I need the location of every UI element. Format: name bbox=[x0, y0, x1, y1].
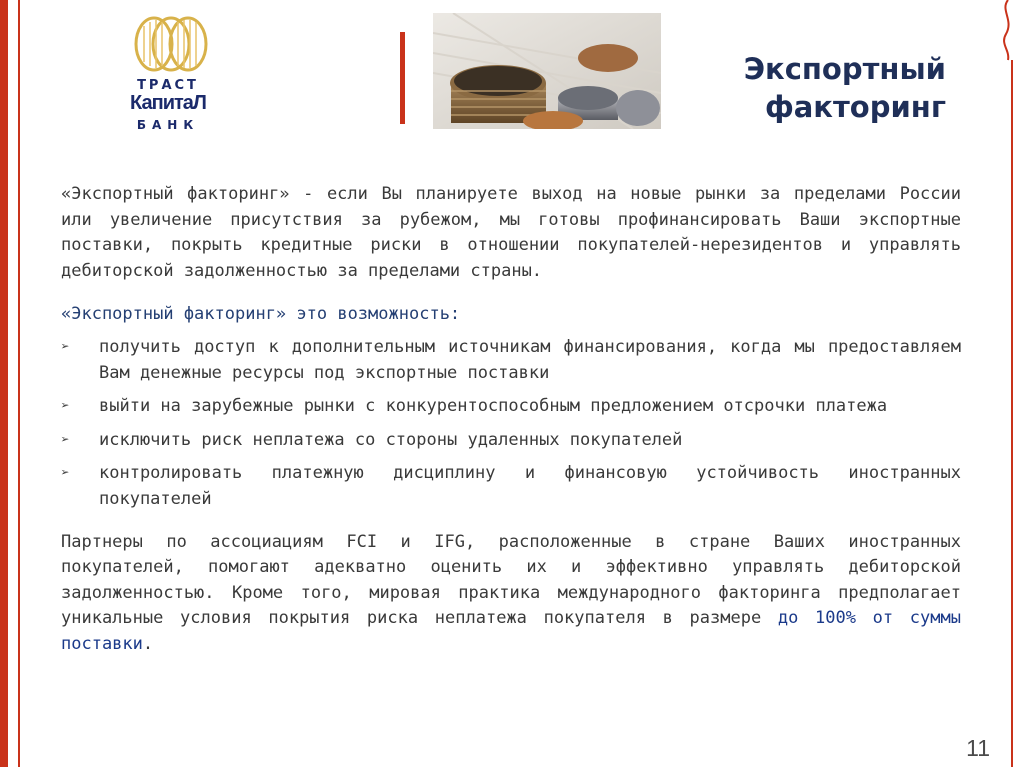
opportunities-list bbox=[61, 335, 961, 513]
logo-text-capital: КапитаЛ bbox=[130, 92, 206, 114]
bank-logo bbox=[118, 14, 228, 142]
partners-tail: . bbox=[142, 633, 154, 654]
coins-photo bbox=[433, 13, 661, 129]
list-item-text: выйти на зарубежные рынки с конкурентоспособным предложением отсрочки платежа bbox=[99, 396, 888, 417]
arrow-bullet-icon: ➢ bbox=[61, 465, 70, 482]
partners-text: Партнеры по ассоциациям FCI и IFG, расположенные в стране Ваших иностранных покупателей, помогают адекватно оценить их и эффективно управлять дебиторской задолженностью. Кроме того, мировая практика международного факторинга предполагает уникальные условия покрытия риска неплатежа покупателя в размере bbox=[61, 531, 961, 629]
logo-text-bank: БАНК bbox=[136, 118, 200, 132]
list-item bbox=[61, 461, 961, 512]
intro-paragraph: «Экспортный факторинг» - если Вы планируете выход на новые рынки за пределами России или увеличение присутствия за рубежом, мы готовы профинансировать Ваши экспортные поставки, покрыть кредитные риски в отношении покупателей-нерезидентов и управлять дебиторской задолженностью за пределами страны. bbox=[61, 184, 961, 281]
list-item-text: исключить риск неплатежа со стороны удаленных покупателей bbox=[99, 429, 683, 450]
list-item bbox=[61, 335, 961, 386]
page-title: Экспортный факторинг bbox=[743, 52, 946, 124]
right-decorative-border bbox=[998, 0, 1024, 767]
arrow-bullet-icon: ➢ bbox=[61, 338, 70, 355]
logo-text-trust: ТРАСТ bbox=[137, 78, 199, 93]
list-item-text: получить доступ к дополнительным источникам финансирования, когда мы предоставляем Вам денежные ресурсы под экспортные поставки bbox=[99, 336, 961, 383]
main-content bbox=[61, 182, 961, 658]
partners-paragraph bbox=[61, 530, 961, 658]
opportunities-heading: «Экспортный факторинг» это возможность: bbox=[61, 304, 461, 325]
coins-logo-icon bbox=[126, 14, 216, 78]
page-number: 11 bbox=[966, 735, 990, 761]
coverage-highlight: до 100% от суммы поставки bbox=[61, 608, 961, 654]
list-item-text: контролировать платежную дисциплину и финансовую устойчивость иностранных покупателей bbox=[99, 463, 961, 509]
list-item bbox=[61, 394, 961, 420]
left-accent-line bbox=[18, 0, 20, 767]
left-accent-bar bbox=[0, 0, 8, 767]
arrow-bullet-icon: ➢ bbox=[61, 398, 70, 415]
arrow-bullet-icon: ➢ bbox=[61, 431, 70, 448]
header-divider bbox=[400, 32, 405, 124]
list-item bbox=[61, 428, 961, 454]
